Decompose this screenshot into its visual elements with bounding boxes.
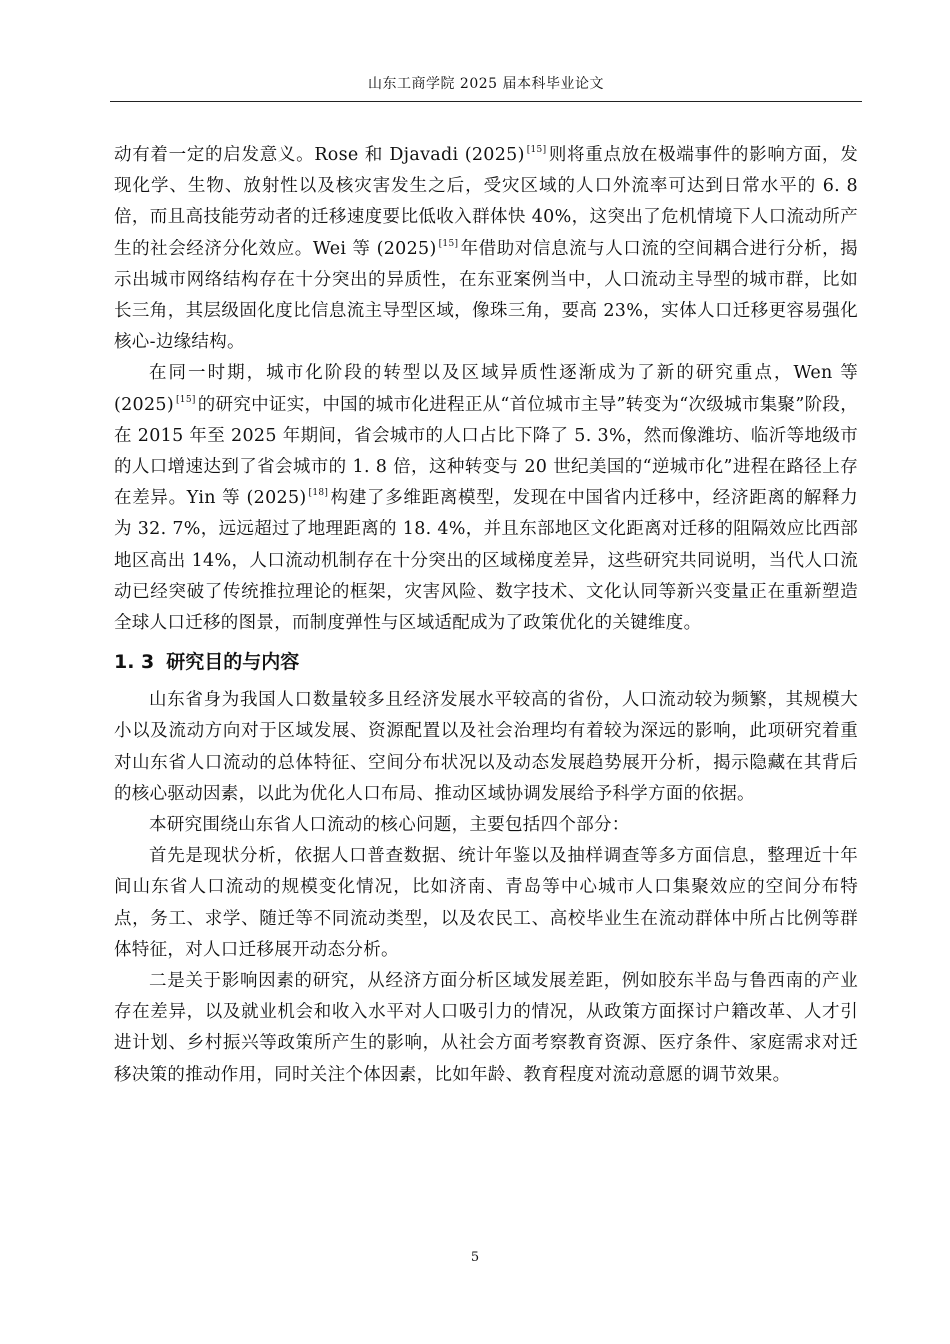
- paragraph-2-text-a: 在同一时期，城市化阶段的转型以及区域异质性逐渐成为了新的研究重点，Wen 等 (2025): [114, 363, 858, 415]
- paragraph-1-text-b: 则将重点放在极端事件的影响方面，发现化学、生物、放射性以及核灾害发生之后，受灾区域的人口外流率可达到日常水平的 6. 8 倍，而且高技能劳动者的迁移速度要比低收入群体快 40%，这突出了危机情境下人口流动所产生的社会经济分化效应。Wei 等 (2025): [114, 145, 858, 259]
- page-header: [110, 74, 862, 102]
- paragraph-1-text-c: 年借助对信息流与人口流的空间耦合进行分析，揭示出城市网络结构存在十分突出的异质性，在东亚案例当中，人口流动主导型的城市群，比如长三角，其层级固化度比信息流主导型区域，像珠三角，要高 23%，实体人口迁移更容易强化核心-边缘结构。: [114, 238, 858, 353]
- paragraph-6: 二是关于影响因素的研究，从经济方面分析区域发展差距，例如胶东半岛与鲁西南的产业存在差异，以及就业机会和收入水平对人口吸引力的情况，从政策方面探讨户籍改革、人才引进计划、乡村振兴等政策所产生的影响，从社会方面考察教育资源、医疗条件、家庭需求对迁移决策的推动作用，同时关注个体因素，比如年龄、教育程度对流动意愿的调节效果。: [114, 971, 858, 1085]
- paragraph-1: [114, 140, 858, 358]
- header-title: 山东工商学院 2025 届本科毕业论文: [367, 76, 605, 92]
- paragraph-5: 首先是现状分析，依据人口普查数据、统计年鉴以及抽样调查等多方面信息，整理近十年间山东省人口流动的规模变化情况，比如济南、青岛等中心城市人口集聚效应的空间分布特点，务工、求学、随迁等不同流动类型，以及农民工、高校毕业生在流动群体中所占比例等群体特征，对人口迁移展开动态分析。: [114, 846, 858, 960]
- paragraph-2: [114, 358, 858, 639]
- citation-15: [15]: [526, 145, 547, 155]
- page-number: 5: [470, 1250, 480, 1265]
- page-body: [114, 140, 858, 1091]
- citation-18: [18]: [308, 488, 329, 499]
- paragraph-1-text-a: 动有着一定的启发意义。Rose 和 Djavadi (2025): [114, 145, 525, 165]
- paragraph-2-text-c: 构建了多维距离模型，发现在中国省内迁移中，经济距离的解释力为 32. 7%，远远超过了地理距离的 18. 4%，并且东部地区文化距离对迁移的阻隔效应比西部地区高出 14%，人口流动机制存在十分突出的区域梯度差异，这些研究共同说明，当代人口流动已经突破了传统推拉理论的框架，灾害风险、数字技术、文化认同等新兴变量正在重新塑造全球人口迁移的图景，而制度弹性与区域适配成为了政策优化的关键维度。: [114, 488, 858, 634]
- citation-15: [15]: [176, 394, 196, 405]
- citation-15: [15]: [438, 238, 459, 249]
- paragraph-2-text-b: 的研究中证实，中国的城市化进程正从“首位城市主导”转变为“次级城市集聚”阶段，在 2015 年至 2025 年期间，省会城市的人口占比下降了 5. 3%，然而像潍坊、临沂等地级市的人口增速达到了省会城市的 1. 8 倍，这种转变与 20 世纪美国的“逆城市化”进程在路径上存在差异。Yin 等 (2025): [114, 394, 858, 509]
- paragraph-4: 本研究围绕山东省人口流动的核心问题，主要包括四个部分：: [149, 815, 630, 836]
- section-heading: [114, 645, 858, 679]
- paragraph-3: 山东省身为我国人口数量较多且经济发展水平较高的省份，人口流动较为频繁，其规模大小以及流动方向对于区域发展、资源配置以及社会治理均有着较为深远的影响，此项研究着重对山东省人口流动的总体特征、空间分布状况以及动态发展趋势展开分析，揭示隐藏在其背后的核心驱动因素，以此为优化人口布局、推动区域协调发展给予科学方面的依据。: [114, 690, 858, 804]
- section-number: 1. 3: [114, 651, 155, 674]
- section-title: 研究目的与内容: [166, 651, 300, 674]
